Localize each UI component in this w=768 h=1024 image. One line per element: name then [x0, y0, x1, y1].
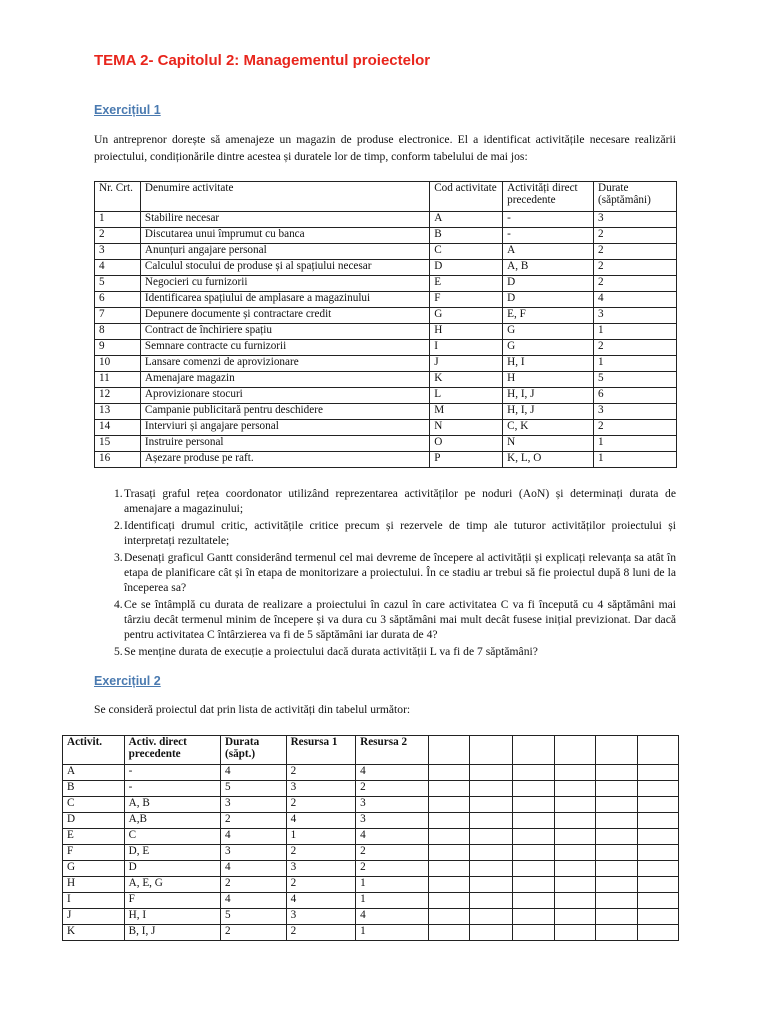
table-row	[95, 276, 677, 292]
empty-cell	[513, 877, 554, 893]
table-cell: Discutarea unui împrumut cu banca	[140, 228, 429, 244]
empty-cell	[513, 893, 554, 909]
empty-cell	[637, 925, 679, 941]
table-row	[63, 829, 679, 845]
empty-cell	[554, 797, 595, 813]
table-cell: D	[430, 260, 503, 276]
table-cell: 2	[594, 340, 677, 356]
column-header: Resursa 2	[356, 736, 429, 765]
exercise-1-heading: Exercițiul 1	[94, 103, 161, 117]
table-cell: A, B	[503, 260, 594, 276]
empty-cell	[596, 829, 637, 845]
table-cell: Contract de închiriere spațiu	[140, 324, 429, 340]
column-header	[637, 736, 679, 765]
table-cell: 14	[95, 420, 141, 436]
table-cell: N	[503, 436, 594, 452]
table-cell: 2	[356, 861, 429, 877]
table-cell: J	[430, 356, 503, 372]
table-cell: Așezare produse pe raft.	[140, 452, 429, 468]
empty-cell	[596, 877, 637, 893]
table-cell: L	[430, 388, 503, 404]
table-row	[63, 813, 679, 829]
table-row	[95, 356, 677, 372]
table-cell: D, E	[124, 845, 220, 861]
table-cell: 1	[594, 324, 677, 340]
table-cell: B, I, J	[124, 925, 220, 941]
table-cell: I	[63, 893, 125, 909]
table-cell: K	[430, 372, 503, 388]
table-cell: 5	[220, 909, 286, 925]
table-cell: I	[430, 340, 503, 356]
table-cell: H, I	[124, 909, 220, 925]
table-cell: H	[430, 324, 503, 340]
empty-cell	[428, 861, 469, 877]
table-row	[63, 861, 679, 877]
table-cell: N	[430, 420, 503, 436]
table-row	[63, 845, 679, 861]
table-cell: 4	[286, 893, 356, 909]
table-cell: C	[430, 244, 503, 260]
table-row	[95, 324, 677, 340]
table-cell: H, I, J	[503, 404, 594, 420]
column-header	[596, 736, 637, 765]
table-cell: 11	[95, 372, 141, 388]
table-cell: 1	[594, 436, 677, 452]
table-cell: 2	[286, 765, 356, 781]
table-row	[95, 452, 677, 468]
table-row	[95, 260, 677, 276]
empty-cell	[513, 909, 554, 925]
question-text: Se menține durata de execuție a proiectului dacă durata activității L va fi de 7 săptămâni?	[124, 645, 538, 658]
table-cell: O	[430, 436, 503, 452]
exercise-1-intro: Un antreprenor dorește să amenajeze un magazin de produse electronice. El a identificat activitățile necesare realizării proiectului, condiționările dintre acestea și duratele lor de timp, conform tabelului de mai jos:	[94, 133, 676, 163]
table-row	[63, 797, 679, 813]
table-cell: H	[63, 877, 125, 893]
table-cell: 2	[356, 781, 429, 797]
empty-cell	[513, 797, 554, 813]
column-header: Activități direct precedente	[503, 182, 594, 212]
table-cell: H	[503, 372, 594, 388]
empty-cell	[554, 925, 595, 941]
empty-cell	[470, 765, 513, 781]
column-header: Activit.	[63, 736, 125, 765]
empty-cell	[596, 861, 637, 877]
table-cell: 4	[594, 292, 677, 308]
empty-cell	[554, 861, 595, 877]
resources-table	[62, 735, 679, 941]
table-cell: 2	[356, 845, 429, 861]
table-cell: 2	[594, 228, 677, 244]
table-row	[95, 228, 677, 244]
table-cell: H, I, J	[503, 388, 594, 404]
table-cell: D	[63, 813, 125, 829]
question-item	[94, 644, 676, 659]
table-cell: 12	[95, 388, 141, 404]
table-cell: 10	[95, 356, 141, 372]
table-cell: Negocieri cu furnizorii	[140, 276, 429, 292]
table-cell: 4	[220, 829, 286, 845]
table-cell: 3	[220, 845, 286, 861]
table-cell: 4	[220, 765, 286, 781]
empty-cell	[470, 813, 513, 829]
empty-cell	[554, 781, 595, 797]
table-cell: H, I	[503, 356, 594, 372]
table-cell: 1	[356, 893, 429, 909]
table-cell: Calculul stocului de produse și al spațiului necesar	[140, 260, 429, 276]
activities-table	[94, 181, 677, 468]
table-cell: Anunțuri angajare personal	[140, 244, 429, 260]
table-row	[63, 909, 679, 925]
table-cell: F	[124, 893, 220, 909]
empty-cell	[637, 845, 679, 861]
column-header: Activ. direct precedente	[124, 736, 220, 765]
table-cell: 1	[286, 829, 356, 845]
empty-cell	[637, 781, 679, 797]
table-cell: E	[430, 276, 503, 292]
empty-cell	[470, 877, 513, 893]
table-row	[95, 292, 677, 308]
table-cell: B	[430, 228, 503, 244]
table-cell: 2	[220, 925, 286, 941]
table-row	[95, 212, 677, 228]
table-cell: 3	[286, 909, 356, 925]
table-cell: 2	[286, 925, 356, 941]
page-title: TEMA 2- Capitolul 2: Managementul proiectelor	[94, 52, 431, 69]
table-cell: G	[63, 861, 125, 877]
table-cell: 2	[594, 260, 677, 276]
empty-cell	[428, 893, 469, 909]
column-header: Durata (săpt.)	[220, 736, 286, 765]
empty-cell	[554, 877, 595, 893]
empty-cell	[637, 797, 679, 813]
table-cell: 2	[286, 797, 356, 813]
table-row	[63, 877, 679, 893]
table-cell: 2	[594, 276, 677, 292]
empty-cell	[428, 877, 469, 893]
table-cell: 7	[95, 308, 141, 324]
table-cell: A	[430, 212, 503, 228]
table-cell: Stabilire necesar	[140, 212, 429, 228]
table-cell: -	[124, 781, 220, 797]
empty-cell	[513, 813, 554, 829]
question-text: Identificați drumul critic, activitățile critice precum și rezervele de timp ale tuturor activităților proiectului și interpretați rezultatele;	[124, 519, 676, 547]
table-cell: 5	[594, 372, 677, 388]
table-cell: 3	[594, 404, 677, 420]
table-cell: D	[503, 292, 594, 308]
empty-cell	[428, 781, 469, 797]
table-row	[63, 925, 679, 941]
table-cell: Instruire personal	[140, 436, 429, 452]
empty-cell	[596, 909, 637, 925]
empty-cell	[470, 845, 513, 861]
empty-cell	[428, 829, 469, 845]
table-cell: 9	[95, 340, 141, 356]
empty-cell	[596, 797, 637, 813]
question-item	[94, 550, 676, 595]
empty-cell	[470, 797, 513, 813]
empty-cell	[554, 893, 595, 909]
empty-cell	[470, 781, 513, 797]
table-cell: 3	[356, 813, 429, 829]
table-cell: Campanie publicitară pentru deschidere	[140, 404, 429, 420]
exercise-2-intro: Se consideră proiectul dat prin lista de activități din tabelul următor:	[94, 703, 411, 716]
table-cell: C	[124, 829, 220, 845]
table-cell: 2	[286, 845, 356, 861]
empty-cell	[596, 813, 637, 829]
empty-cell	[554, 845, 595, 861]
table-cell: 15	[95, 436, 141, 452]
table-row	[95, 244, 677, 260]
table-cell: 2	[95, 228, 141, 244]
table-row	[95, 340, 677, 356]
table-row	[63, 781, 679, 797]
table-row	[95, 436, 677, 452]
empty-cell	[513, 829, 554, 845]
column-header	[428, 736, 469, 765]
empty-cell	[596, 845, 637, 861]
table-cell: E, F	[503, 308, 594, 324]
table-cell: 4	[356, 829, 429, 845]
table-cell: 2	[220, 813, 286, 829]
empty-cell	[513, 925, 554, 941]
table-cell: 1	[95, 212, 141, 228]
empty-cell	[637, 861, 679, 877]
table-cell: 1	[356, 877, 429, 893]
question-number: 3.	[114, 551, 123, 564]
table-cell: D	[124, 861, 220, 877]
table-row	[63, 893, 679, 909]
table-header-row	[63, 736, 679, 765]
empty-cell	[554, 813, 595, 829]
table-cell: Amenajare magazin	[140, 372, 429, 388]
table-cell: 3	[356, 797, 429, 813]
column-header	[470, 736, 513, 765]
table-cell: F	[430, 292, 503, 308]
table-cell: 4	[356, 765, 429, 781]
table-cell: 5	[95, 276, 141, 292]
empty-cell	[513, 781, 554, 797]
table-row	[95, 404, 677, 420]
table-cell: C, K	[503, 420, 594, 436]
table-row	[95, 420, 677, 436]
column-header: Cod activitate	[430, 182, 503, 212]
table-row	[95, 308, 677, 324]
table-cell: F	[63, 845, 125, 861]
empty-cell	[554, 829, 595, 845]
table-cell: 2	[286, 877, 356, 893]
table-cell: -	[503, 228, 594, 244]
question-text: Desenați graficul Gantt considerând termenul cel mai devreme de începere al activității și explicați relevanța sa atât în etapa de planificare cât și în etapa de monitorizare a proiectului. În ce stadiu ar trebui să fie proiectul după 8 luni de la începerea sa?	[124, 551, 676, 594]
table-cell: 1	[356, 925, 429, 941]
table-cell: J	[63, 909, 125, 925]
table-cell: E	[63, 829, 125, 845]
table-cell: Lansare comenzi de aprovizionare	[140, 356, 429, 372]
empty-cell	[428, 909, 469, 925]
table-cell: 3	[286, 861, 356, 877]
column-header	[513, 736, 554, 765]
table-cell: 6	[95, 292, 141, 308]
empty-cell	[428, 797, 469, 813]
questions-list	[94, 486, 676, 661]
exercise-2-heading: Exercițiul 2	[94, 674, 161, 688]
table-cell: K	[63, 925, 125, 941]
question-number: 4.	[114, 598, 123, 611]
column-header	[554, 736, 595, 765]
table-row	[95, 388, 677, 404]
table-cell: G	[503, 324, 594, 340]
column-header: Durate (săptămâni)	[594, 182, 677, 212]
table-cell: A	[63, 765, 125, 781]
table-cell: B	[63, 781, 125, 797]
empty-cell	[513, 765, 554, 781]
empty-cell	[470, 893, 513, 909]
column-header: Nr. Crt.	[95, 182, 141, 212]
empty-cell	[554, 909, 595, 925]
empty-cell	[428, 813, 469, 829]
table-cell: 4	[286, 813, 356, 829]
empty-cell	[596, 893, 637, 909]
empty-cell	[428, 845, 469, 861]
table-cell: A,B	[124, 813, 220, 829]
table-cell: 4	[356, 909, 429, 925]
question-text: Trasați graful rețea coordonator utilizând reprezentarea activităților pe noduri (AoN) și determinați durata de amenajare a magazinului;	[124, 487, 676, 515]
table-cell: Interviuri și angajare personal	[140, 420, 429, 436]
empty-cell	[554, 765, 595, 781]
table-cell: 8	[95, 324, 141, 340]
table-cell: 2	[594, 420, 677, 436]
table-cell: -	[124, 765, 220, 781]
table-cell: Aprovizionare stocuri	[140, 388, 429, 404]
empty-cell	[470, 829, 513, 845]
table-cell: 3	[594, 212, 677, 228]
table-cell: 3	[95, 244, 141, 260]
empty-cell	[596, 781, 637, 797]
table-cell: A	[503, 244, 594, 260]
table-cell: M	[430, 404, 503, 420]
question-number: 2.	[114, 519, 123, 532]
table-cell: 4	[220, 861, 286, 877]
table-row	[63, 765, 679, 781]
table-cell: 5	[220, 781, 286, 797]
table-cell: 3	[594, 308, 677, 324]
empty-cell	[637, 813, 679, 829]
table-cell: Identificarea spațiului de amplasare a magazinului	[140, 292, 429, 308]
empty-cell	[637, 893, 679, 909]
table-cell: 6	[594, 388, 677, 404]
empty-cell	[470, 925, 513, 941]
table-cell: 3	[286, 781, 356, 797]
table-cell: 13	[95, 404, 141, 420]
question-number: 5.	[114, 645, 123, 658]
empty-cell	[470, 861, 513, 877]
table-row	[95, 372, 677, 388]
empty-cell	[428, 925, 469, 941]
table-cell: 16	[95, 452, 141, 468]
column-header: Denumire activitate	[140, 182, 429, 212]
empty-cell	[637, 765, 679, 781]
table-cell: 1	[594, 356, 677, 372]
table-cell: G	[430, 308, 503, 324]
question-number: 1.	[114, 487, 123, 500]
table-cell: 2	[594, 244, 677, 260]
empty-cell	[513, 861, 554, 877]
column-header: Resursa 1	[286, 736, 356, 765]
empty-cell	[637, 829, 679, 845]
empty-cell	[513, 845, 554, 861]
table-cell: K, L, O	[503, 452, 594, 468]
question-item	[94, 486, 676, 516]
table-cell: Semnare contracte cu furnizorii	[140, 340, 429, 356]
empty-cell	[637, 877, 679, 893]
question-item	[94, 597, 676, 642]
table-header-row	[95, 182, 677, 212]
table-cell: Depunere documente și contractare credit	[140, 308, 429, 324]
table-cell: 4	[220, 893, 286, 909]
table-cell: D	[503, 276, 594, 292]
table-cell: 3	[220, 797, 286, 813]
table-cell: -	[503, 212, 594, 228]
empty-cell	[596, 925, 637, 941]
empty-cell	[428, 765, 469, 781]
question-item	[94, 518, 676, 548]
empty-cell	[470, 909, 513, 925]
question-text: Ce se întâmplă cu durata de realizare a proiectului în cazul în care activitatea C va fi începută cu 4 săptămâni mai târziu decât termenul minim de începere și va dura cu 3 săptămâni mai mult decât fusese inițial previzionat. Dar dacă pentru activitatea C întârzierea va fi de 5 săptămâni iar durata de 4?	[124, 598, 676, 641]
table-cell: 4	[95, 260, 141, 276]
table-cell: 1	[594, 452, 677, 468]
table-cell: C	[63, 797, 125, 813]
empty-cell	[596, 765, 637, 781]
table-cell: A, B	[124, 797, 220, 813]
table-cell: A, E, G	[124, 877, 220, 893]
empty-cell	[637, 909, 679, 925]
table-cell: G	[503, 340, 594, 356]
table-cell: P	[430, 452, 503, 468]
table-cell: 2	[220, 877, 286, 893]
